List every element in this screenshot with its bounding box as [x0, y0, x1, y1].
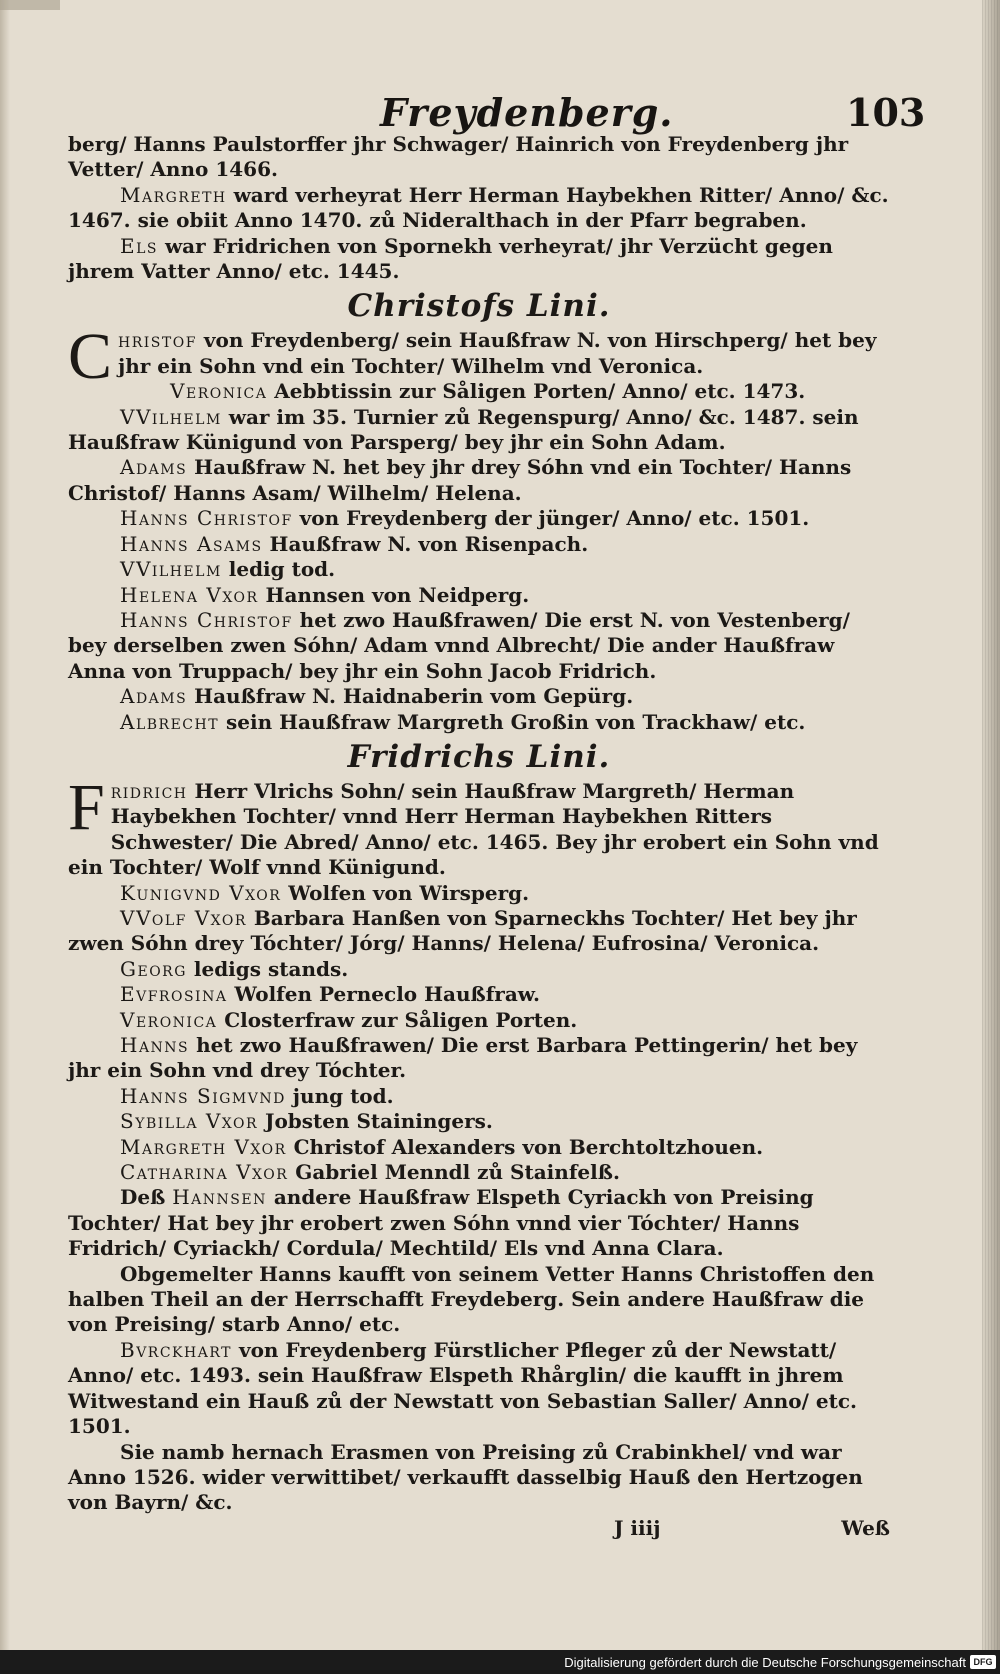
drop-cap: F: [68, 770, 105, 844]
paragraph-text: Wolfen von Wirsperg.: [281, 880, 530, 905]
paragraph: [68, 684, 890, 709]
person-name: Veronica: [120, 1007, 218, 1032]
person-name: VVilhelm: [120, 404, 222, 429]
paragraph-text: Aebbtissin zur Såligen Porten/ Anno/ etc. 1473.: [267, 379, 806, 404]
section-title: Fridrichs Lini.: [347, 738, 611, 775]
drop-cap: C: [68, 320, 113, 394]
paragraph: [68, 608, 890, 684]
paragraph: [68, 583, 890, 608]
paragraph-text: von Freydenberg Fürstlicher Pfleger zů der Newstatt/ Anno/ etc. 1493. sein Haußfraw Elspeth Rhårglin/ die kaufft in jhrem Witwestand ein Hauß zů der Newstatt von Sebastian Saller/ Anno/ etc. 1501.: [68, 1337, 857, 1439]
person-name: Hanns Christof: [120, 506, 293, 531]
person-name: Kunigvnd Vxor: [120, 880, 282, 905]
paragraph-text: ledig tod.: [221, 557, 336, 582]
body-text: [68, 132, 890, 1541]
paragraph: [68, 982, 890, 1007]
footer-bar: [0, 1650, 1000, 1674]
paragraph: [68, 1185, 890, 1261]
paragraph-text: het zwo Haußfrawen/ Die erst N. von Vestenberg/ bey derselben zwen Sóhn/ Adam vnnd Albrecht/ Die ander Haußfraw Anna von Truppach/ bey jhr ein Sohn Jacob Fridrich.: [68, 607, 850, 683]
paragraph-text: Christof Alexanders von Berchtoltzhouen.: [286, 1134, 764, 1159]
person-name: Margreth Vxor: [120, 1134, 287, 1159]
person-name: Sybilla Vxor: [120, 1109, 259, 1134]
person-name: Hanns Asams: [120, 531, 263, 556]
paragraph-text: Wolfen Perneclo Haußfraw.: [227, 982, 540, 1007]
paragraph-text: Sie namb hernach Erasmen von Preising zů Crabinkhel/ vnd war Anno 1526. wider verwittibet/ verkaufft dasselbig Hauß den Hertzogen von Bayrn/ &c.: [68, 1439, 863, 1515]
paragraph-text: ledigs stands.: [186, 956, 349, 981]
paragraph: [68, 183, 890, 234]
person-name: VVilhelm: [120, 557, 222, 582]
person-name: Margreth: [120, 182, 227, 207]
section-title: Christofs Lini.: [347, 288, 611, 325]
paragraph: [68, 379, 890, 404]
person-name: Adams: [120, 455, 188, 480]
page-edge: [982, 0, 1000, 1650]
paragraph: [68, 405, 890, 456]
paragraph: [68, 1033, 890, 1084]
person-name: Albrecht: [120, 709, 220, 734]
paragraph: [68, 1338, 890, 1440]
page-number: 103: [846, 90, 926, 135]
paragraph: [68, 1109, 890, 1134]
paragraph-text: berg/ Hanns Paulstorffer jhr Schwager/ Hainrich von Freydenberg jhr Vetter/ Anno 1466.: [68, 132, 849, 182]
running-head: Freydenberg.: [380, 90, 674, 135]
paragraph: [68, 1008, 890, 1033]
binding-gutter: [0, 0, 10, 1650]
paragraph-text: war Fridrichen von Spornekh verheyrat/ jhr Verzücht gegen jhrem Vatter Anno/ etc. 1445.: [68, 233, 833, 284]
paragraph-text: Closterfraw zur Såligen Porten.: [217, 1007, 578, 1032]
person-name: Helena Vxor: [120, 582, 259, 607]
paragraph: [68, 1160, 890, 1185]
paragraph-text: Jobsten Stainingers.: [258, 1109, 493, 1134]
paragraph: [68, 506, 890, 531]
paragraph: [68, 557, 890, 582]
paragraph-text: Obgemelter Hanns kaufft von seinem Vetter Hanns Christoffen den halben Theil an der Herrschafft Freydeberg. Sein andere Haußfraw die von Preising/ starb Anno/ etc.: [68, 1261, 875, 1337]
person-name: VVolf Vxor: [120, 905, 247, 930]
paragraph-text: Barbara Hanßen von Sparneckhs Tochter/ Het bey jhr zwen Sóhn drey Tóchter/ Jórg/ Hanns/ Helena/ Eufrosina/ Veronica.: [68, 905, 857, 956]
person-name: hristof: [118, 328, 197, 353]
dfg-logo-icon: DFG: [970, 1655, 996, 1669]
paragraph-prefix: Deß: [120, 1185, 173, 1210]
page-header: [0, 90, 1000, 134]
paragraph-text: war im 35. Turnier zů Regenspurg/ Anno/ &c. 1487. sein Haußfraw Künigund von Parsperg/ bey jhr ein Sohn Adam.: [68, 404, 859, 455]
footer-credit: Digitalisierung gefördert durch die Deutsche Forschungsgemeinschaft: [564, 1655, 966, 1670]
paragraph-text: Herr Vlrichs Sohn/ sein Haußfraw Margreth/ Herman Haybekhen Tochter/ vnnd Herr Herman Haybekhen Ritters Schwester/ Die Abred/ Anno/ etc. 1465. Bey jhr erobert ein Sohn vnd ein Tochter/ Wolf vnnd Künigund.: [68, 778, 879, 880]
person-name: Catharina Vxor: [120, 1160, 289, 1185]
paragraph-text: Haußfraw N. Haidnaberin vom Gepürg.: [187, 684, 634, 709]
paragraph: [68, 532, 890, 557]
person-name: Hanns Christof: [120, 607, 293, 632]
person-name: Hanns: [120, 1033, 190, 1057]
paragraph-text: Haußfraw N. von Risenpach.: [262, 531, 589, 556]
person-name: Hanns Sigmvnd: [120, 1083, 286, 1108]
paragraph: [68, 710, 890, 735]
person-name: Adams: [120, 684, 188, 709]
paragraph-text: jung tod.: [285, 1083, 394, 1108]
paragraph-text: von Freydenberg der jünger/ Anno/ etc. 1501.: [292, 506, 810, 531]
bottom-line: [68, 1516, 890, 1541]
catchword: Weß: [841, 1515, 890, 1540]
person-name: Els: [120, 233, 158, 258]
person-name: Bvrckhart: [120, 1337, 232, 1362]
paragraph-text: het zwo Haußfrawen/ Die erst Barbara Pettingerin/ het bey jhr ein Sohn vnd drey Tóchter.: [68, 1033, 858, 1083]
paragraph-text: sein Haußfraw Margreth Großin von Trackhaw/ etc.: [219, 709, 806, 734]
paragraph: [68, 881, 890, 906]
paragraph: [68, 770, 890, 881]
paragraph-text: Haußfraw N. het bey jhr drey Sóhn vnd ein Tochter/ Hanns Christof/ Hanns Asam/ Wilhelm/ Helena.: [68, 455, 852, 505]
paragraph: [68, 1262, 890, 1338]
person-name: Veronica: [170, 379, 268, 404]
person-name: Evfrosina: [120, 982, 228, 1007]
signature-mark: J iiij: [614, 1515, 661, 1540]
paragraph: [68, 1084, 890, 1109]
paragraph: [68, 957, 890, 982]
person-name: Hannsen: [172, 1185, 267, 1210]
paragraph: [68, 1440, 890, 1516]
person-name: Georg: [120, 956, 187, 981]
paragraph-text: ward verheyrat Herr Herman Haybekhen Ritter/ Anno/ &c. 1467. sie obiit Anno 1470. zů Nideralthach in der Pfarr begraben.: [68, 182, 889, 233]
paragraph-text: von Freydenberg/ sein Haußfraw N. von Hirschperg/ het bey jhr ein Sohn vnd ein Tochter/ Wilhelm vnd Veronica.: [118, 328, 877, 378]
paragraph-text: Gabriel Menndl zů Stainfelß.: [288, 1160, 620, 1185]
page-corner-shadow: [0, 0, 60, 10]
paragraph-text: Hannsen von Neidperg.: [258, 582, 530, 607]
paragraph-text: andere Haußfraw Elspeth Cyriackh von Preising Tochter/ Hat bey jhr erobert zwen Sóhn vnnd vier Tóchter/ Hanns Fridrich/ Cyriackh/ Cordula/ Mechtild/ Els vnd Anna Clara.: [68, 1185, 814, 1261]
paragraph: [68, 1135, 890, 1160]
paragraph: [68, 906, 890, 957]
paragraph: [68, 132, 890, 183]
paragraph: [68, 455, 890, 506]
person-name: ridrich: [110, 778, 188, 803]
paragraph: [68, 234, 890, 285]
